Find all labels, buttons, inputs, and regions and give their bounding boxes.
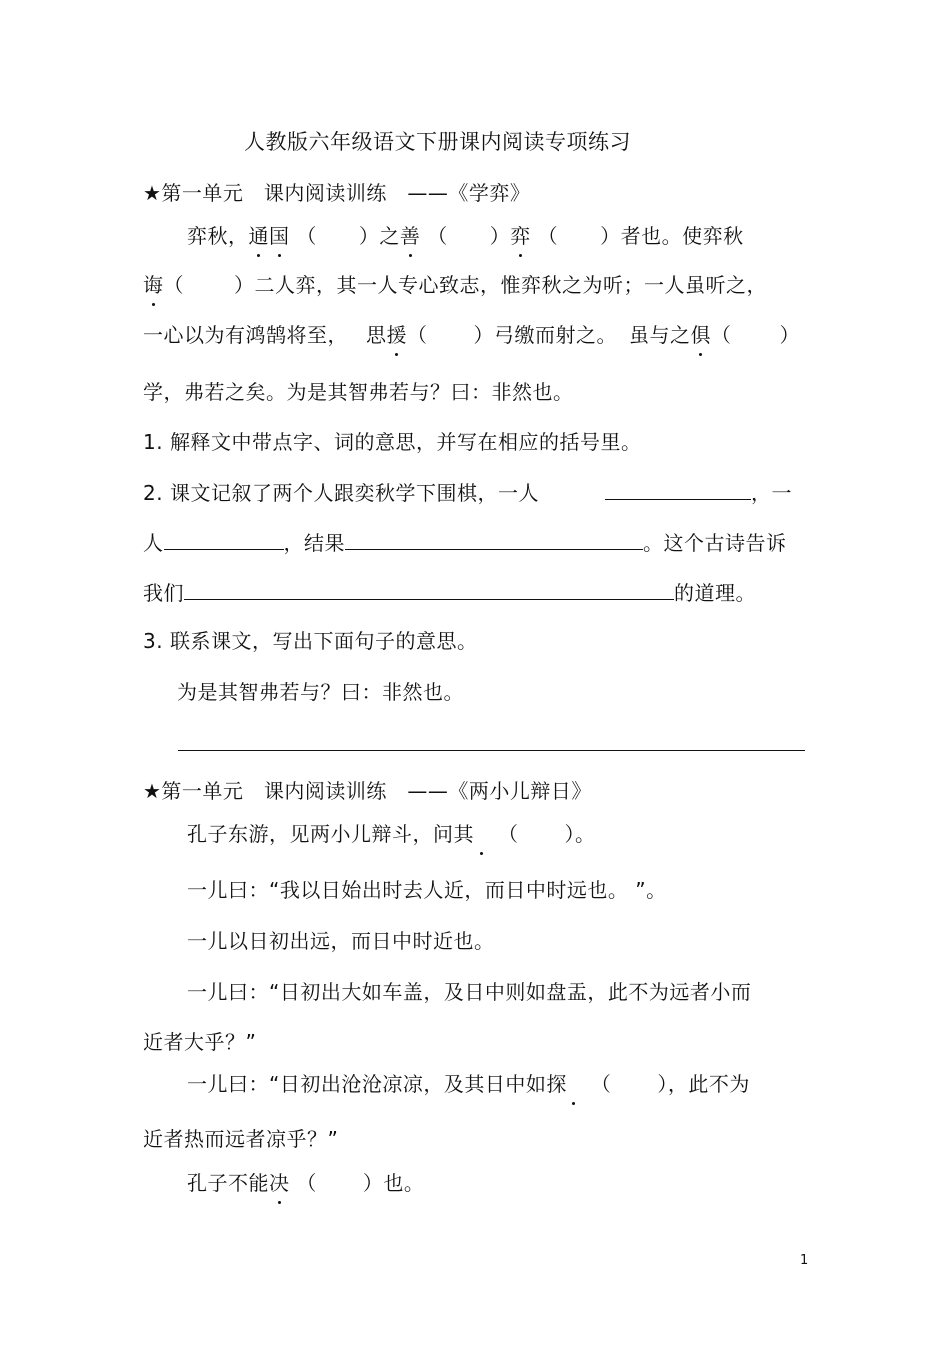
passage-line-1 (187, 224, 744, 248)
question-2-line-1 (143, 481, 792, 505)
text: ）弓缴而射之。 (473, 323, 617, 347)
passage2-line-4: 一儿曰：“日初出大如车盖，及日中则如盘盂，此不为远者小而 (187, 980, 752, 1004)
paren-open: （ (296, 224, 317, 248)
paren-open: （ (537, 224, 559, 248)
dotted-char: 通 (248, 224, 269, 248)
passage2-line-8 (187, 1171, 424, 1195)
passage-line-4: 学，弗若之矣。为是其智弗若与？曰：非然也。 (143, 380, 574, 404)
paren-open: （ (163, 273, 184, 297)
text: ，结果 (283, 531, 345, 555)
passage-line-2 (143, 273, 767, 297)
page-number: 1 (800, 1253, 809, 1268)
answer-line[interactable] (178, 750, 805, 751)
dotted-char: 诲 (143, 273, 164, 297)
dotted-char: 俱 (690, 323, 711, 347)
text: 孔子不能 (187, 1171, 269, 1195)
dotted-char: 国 (269, 224, 290, 248)
paren-open: （ (296, 1171, 317, 1195)
text: 一儿曰：“日初出沧沧凉凉，及其日中如探 (187, 1072, 567, 1096)
section2-heading: ★第一单元 课内阅读训练 ——《两小儿辩日》 (143, 779, 592, 803)
answer-line[interactable] (164, 531, 284, 550)
passage2-line-1 (187, 822, 596, 846)
text: 我们 (143, 581, 184, 605)
page-title: 人教版六年级语文下册课内阅读专项练习 (244, 130, 631, 154)
answer-line[interactable] (605, 481, 751, 500)
question-3: 3. 联系课文，写出下面句子的意思。 (143, 629, 478, 653)
text: 2. 课文记叙了两个人跟奕秋学下围棋，一人 (143, 481, 539, 505)
paren-close: ） (779, 323, 800, 347)
text: 虽与之 (629, 323, 691, 347)
text: 思 (366, 323, 387, 347)
text: ），此不为 (657, 1072, 750, 1096)
text: ）二人弈，其一人专心致志，惟弈秋之为听；一人虽听之， (234, 273, 767, 297)
text: ，一 (750, 481, 792, 505)
text: ）者也。使弈秋 (600, 224, 744, 248)
question-1: 1. 解释文中带点字、词的意思，并写在相应的括号里。 (143, 430, 642, 454)
answer-line[interactable] (345, 531, 643, 550)
passage-line-3 (143, 323, 800, 347)
paren-open: （ (590, 1072, 612, 1096)
text: 弈秋， (187, 224, 249, 248)
passage2-line-2: 一儿曰：“我以日始出时去人近，而日中时远也。 ”。 (187, 878, 667, 902)
text: ）。 (564, 822, 596, 846)
passage2-line-3: 一儿以日初出远，而日中时近也。 (187, 929, 495, 953)
text: ）也。 (362, 1171, 425, 1195)
answer-line[interactable] (184, 581, 674, 600)
question-2-line-3 (143, 581, 756, 605)
dotted-char: 援 (386, 323, 407, 347)
question-2-line-2 (143, 531, 787, 555)
text: 的道理。 (674, 581, 756, 605)
dotted-char: 弈 (510, 224, 531, 248)
dotted-char (567, 1072, 581, 1096)
passage2-line-7: 近者热而远者凉乎？” (143, 1127, 339, 1151)
paren-open: （ (498, 822, 519, 846)
passage2-line-6 (187, 1072, 750, 1096)
paren-close: ） (489, 224, 511, 248)
text: 人 (143, 531, 164, 555)
question-3-sentence: 为是其智弗若与？曰：非然也。 (177, 680, 464, 704)
paren-open: （ (407, 323, 428, 347)
paren-open: （ (427, 224, 448, 248)
text: 孔子东游，见两小儿辩斗，问其 (187, 822, 474, 846)
text: ）之 (358, 224, 400, 248)
text: 一心以为有鸿鹄将至， (143, 323, 348, 347)
section1-heading: ★第一单元 课内阅读训练 ——《学弈》 (143, 181, 531, 205)
passage2-line-5: 近者大乎？” (143, 1030, 257, 1054)
dotted-char: 善 (399, 224, 421, 248)
dotted-char: 决 (269, 1171, 290, 1195)
text: 。这个古诗告诉 (643, 531, 787, 555)
paren-open: （ (711, 323, 732, 347)
dotted-char (474, 822, 488, 846)
